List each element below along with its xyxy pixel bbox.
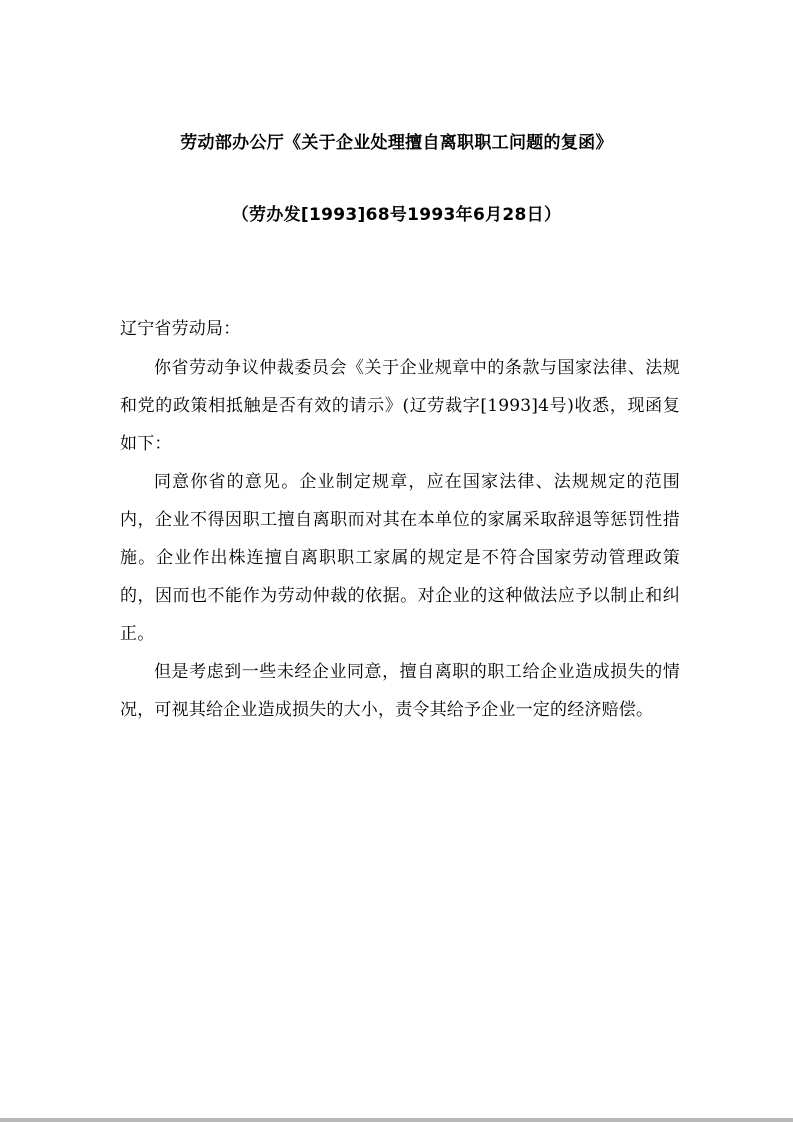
- paragraph: 同意你省的意见。企业制定规章，应在国家法律、法规规定的范围内，企业不得因职工擅自离职而对其在本单位的家属采取辞退等惩罚性措施。企业作出株连擅自离职职工家属的规定是不符合国家劳动管理政策的，因而也不能作为劳动仲裁的依据。对企业的这种做法应予以制止和纠正。: [120, 472, 680, 644]
- salutation: 辽宁省劳动局：: [120, 319, 241, 339]
- letter-body: [120, 349, 680, 729]
- page-bottom-divider: [0, 1118, 793, 1122]
- document-number: （劳办发[1993]68号1993年6月28日）: [231, 205, 562, 225]
- paragraph: 你省劳动争议仲裁委员会《关于企业规章中的条款与国家法律、法规和党的政策相抵触是否有效的请示》(辽劳裁字[1993]4号)收悉，现函复如下：: [120, 358, 680, 454]
- document-title: 劳动部办公厅《关于企业处理擅自离职职工问题的复函》: [180, 133, 613, 153]
- paragraph: 但是考虑到一些未经企业同意，擅自离职的职工给企业造成损失的情况，可视其给企业造成损失的大小，责令其给予企业一定的经济赔偿。: [120, 662, 680, 720]
